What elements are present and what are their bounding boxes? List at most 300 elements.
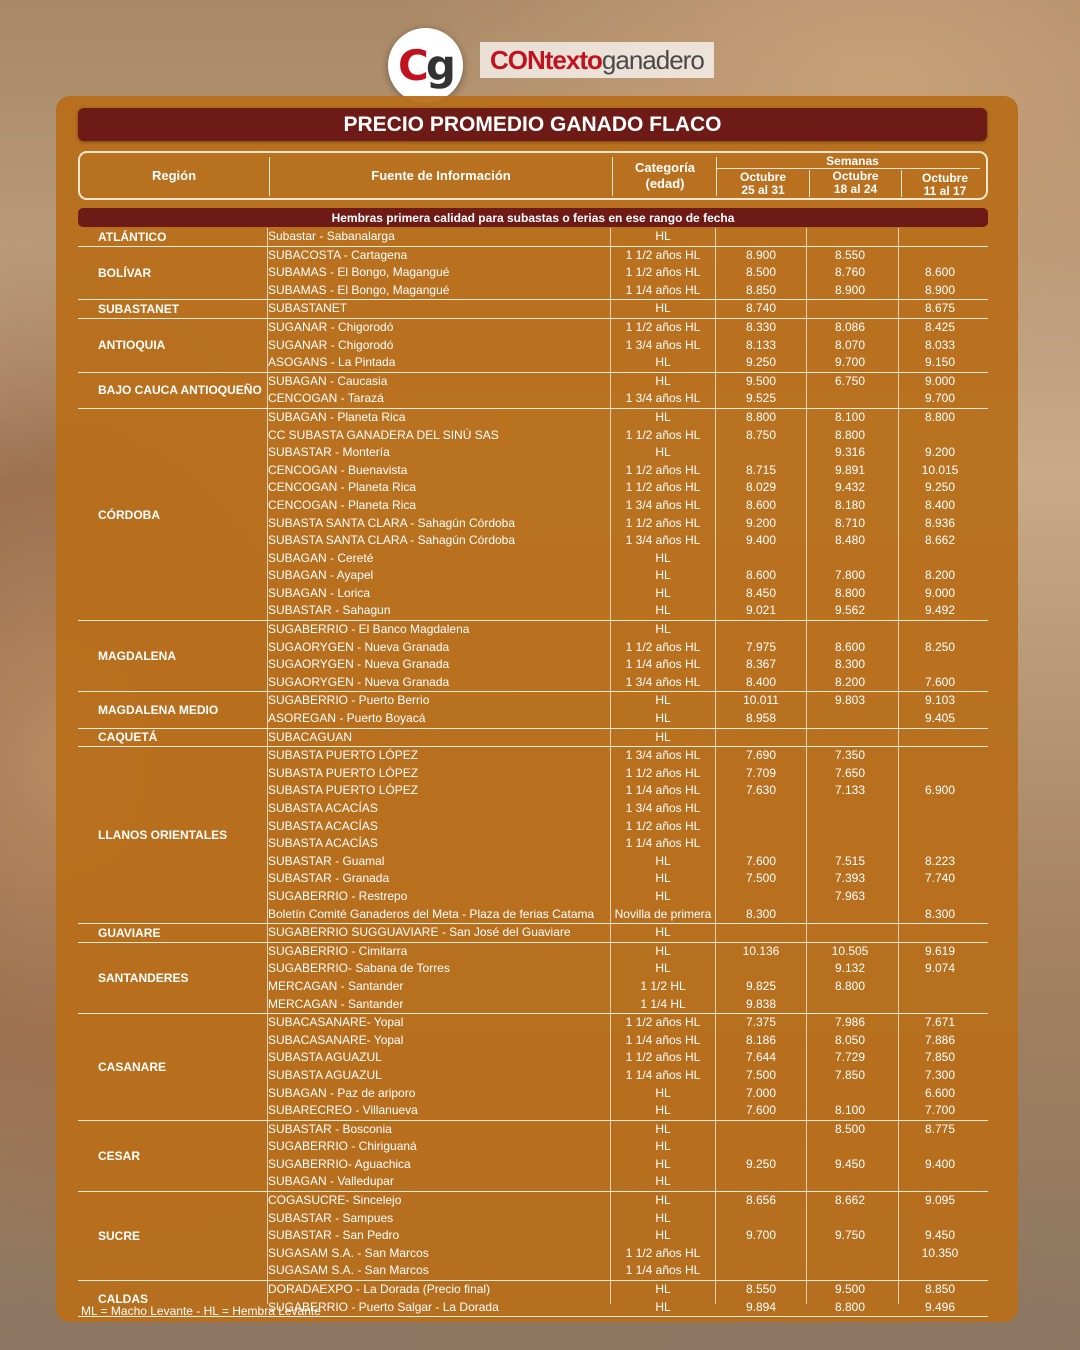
category-cell: HL — [655, 1174, 671, 1189]
table-row — [78, 602, 988, 620]
source-cell: SUBACAGUAN — [268, 729, 353, 744]
region-label: CALDAS — [98, 1291, 148, 1306]
source-cell: SUBASTA SANTA CLARA - Sahagún Córdoba — [268, 533, 516, 548]
week3-price — [900, 888, 980, 906]
source-cell: Subastar - Sabanalarga — [268, 229, 395, 243]
source-cell: SUGAORYGEN - Nueva Granada — [268, 657, 450, 672]
category-cell: HL — [655, 1210, 671, 1225]
week1-price — [715, 888, 807, 906]
region-label: CAQUETÁ — [98, 730, 158, 745]
week3-price: 9.074 — [924, 961, 956, 976]
region-group — [78, 943, 988, 1014]
week1-price: 10.011 — [743, 693, 779, 708]
source-cell: SUBASTA ACACÍAS — [268, 801, 378, 815]
source-cell: SUBAGAN - Valledupar — [268, 1174, 394, 1189]
source-cell: SUBAMAS - El Bongo, Magangué — [268, 282, 450, 297]
table-row — [78, 1156, 988, 1174]
week1-price — [715, 1210, 807, 1228]
week2-price: 8.100 — [834, 1103, 866, 1118]
table-row — [78, 800, 988, 818]
week3-price: 9.405 — [924, 711, 956, 726]
week1-price: 7.600 — [745, 1103, 777, 1118]
week3-price — [900, 800, 980, 818]
category-cell: 1 1/2 años HL — [625, 480, 701, 495]
header-fuente: Fuente de Información — [371, 167, 511, 183]
week3-price: 10.350 — [921, 1245, 959, 1260]
region-label: BAJO CAUCA ANTIOQUEÑO — [98, 383, 262, 398]
source-cell: SUGABERRIO - Puerto Salgar - La Dorada — [268, 1299, 499, 1314]
week1-price: 9.250 — [745, 355, 777, 370]
week1-price: 8.750 — [745, 427, 777, 442]
week3-price: 8.600 — [924, 265, 956, 280]
source-cell: SUBAGAN - Planeta Rica — [268, 409, 406, 424]
week3-price: 6.900 — [924, 783, 956, 798]
week1-price: 8.133 — [745, 337, 777, 352]
category-cell: HL — [655, 943, 671, 958]
week3-price: 9.150 — [924, 355, 956, 370]
week1-price — [715, 621, 807, 639]
week2-price — [808, 621, 892, 639]
table-row — [78, 978, 988, 996]
week3-price — [900, 621, 980, 639]
source-cell: CENCOGAN - Tarazá — [268, 391, 384, 406]
week2-price: 8.800 — [834, 585, 866, 600]
region-label: SANTANDERES — [98, 970, 189, 985]
footnote: ML = Macho Levante - HL = Hembra Levante — [81, 1304, 321, 1318]
category-cell: 1 1/2 HL — [640, 978, 686, 993]
week2-price — [808, 835, 892, 853]
week3-price: 8.250 — [924, 639, 956, 654]
week2-price — [808, 800, 892, 818]
week1-price: 9.021 — [745, 603, 777, 618]
region-label: SUCRE — [98, 1229, 141, 1244]
category-cell: 1 3/4 años HL — [625, 801, 701, 815]
table-row — [78, 1049, 988, 1067]
header-week-1: Octubre 25 al 31 — [739, 170, 786, 197]
table-row — [78, 1245, 988, 1263]
week3-price: 9.250 — [924, 480, 956, 495]
week3-price: 8.223 — [924, 853, 956, 868]
week1-price: 7.375 — [745, 1015, 777, 1030]
week2-price — [808, 1262, 892, 1280]
week3-price: 7.700 — [924, 1103, 956, 1118]
region-group — [78, 621, 988, 692]
region-group — [78, 924, 988, 943]
week3-price — [900, 996, 980, 1014]
week1-price: 9.700 — [745, 1228, 777, 1243]
category-cell: Novilla de primera — [614, 906, 712, 921]
week2-price — [808, 1245, 892, 1263]
week3-price — [900, 1210, 980, 1228]
week3-price — [900, 747, 980, 765]
week3-price: 8.936 — [924, 515, 956, 530]
week2-price — [808, 996, 892, 1014]
category-cell: HL — [655, 1085, 671, 1100]
table-row — [78, 1102, 988, 1120]
week1-price: 8.400 — [745, 674, 777, 689]
table-row — [78, 818, 988, 836]
region-label: MAGDALENA MEDIO — [98, 703, 219, 718]
week2-price: 8.200 — [834, 674, 866, 689]
table-row — [78, 621, 988, 639]
week3-price: 8.400 — [924, 497, 956, 512]
source-cell: SUBASTAR - Guamal — [268, 853, 385, 868]
category-cell: HL — [655, 603, 671, 618]
week1-price: 7.500 — [745, 871, 777, 886]
week2-price — [808, 550, 892, 568]
week2-price: 7.850 — [834, 1067, 866, 1082]
table-row — [78, 674, 988, 692]
week2-price: 7.800 — [834, 568, 866, 583]
week1-price: 8.450 — [745, 585, 777, 600]
source-cell: SUGABERRIO - Restrepo — [268, 888, 408, 903]
category-cell: HL — [655, 301, 671, 316]
week2-price: 8.180 — [834, 497, 866, 512]
week2-price: 8.600 — [834, 639, 866, 654]
region-group — [78, 1192, 988, 1281]
category-cell: 1 1/2 años HL — [625, 639, 701, 654]
source-cell: SUBACOSTA - Cartagena — [268, 247, 408, 262]
region-group — [78, 373, 988, 409]
table-row — [78, 264, 988, 282]
table-row — [78, 888, 988, 906]
week1-price: 10.136 — [742, 943, 780, 958]
table-row — [78, 462, 988, 480]
week1-price: 8.958 — [745, 711, 777, 726]
week1-price — [715, 1173, 807, 1191]
category-cell: 1 1/4 años HL — [625, 1263, 701, 1278]
category-cell: 1 1/4 años HL — [625, 1032, 701, 1047]
week3-price: 9.450 — [924, 1228, 956, 1243]
week2-price: 7.515 — [834, 853, 866, 868]
week1-price: 9.250 — [745, 1156, 777, 1171]
region-group — [78, 729, 988, 748]
table-row — [78, 639, 988, 657]
source-cell: SUGANAR - Chigorodó — [268, 337, 394, 352]
category-cell: 1 1/2 años HL — [625, 515, 701, 530]
category-cell: 1 1/4 años HL — [625, 657, 701, 672]
table-row — [78, 373, 988, 391]
week2-price — [808, 924, 892, 942]
week2-price: 9.450 — [834, 1156, 866, 1171]
category-cell: HL — [655, 568, 671, 583]
category-cell: HL — [655, 729, 671, 744]
week3-price: 9.492 — [924, 603, 956, 618]
category-cell: 1 1/2 años HL — [625, 265, 701, 280]
week3-price: 8.200 — [924, 568, 956, 583]
week3-price: 10.015 — [921, 462, 959, 477]
week2-price — [808, 1138, 892, 1156]
week3-price — [900, 427, 980, 445]
category-cell: 1 1/4 años HL — [625, 783, 701, 798]
week1-price: 8.600 — [745, 568, 777, 583]
table-row — [78, 585, 988, 603]
source-cell: SUBASTA SANTA CLARA - Sahagún Córdoba — [268, 515, 516, 530]
region-group — [78, 1014, 988, 1121]
source-cell: SUBAGAN - Paz de ariporo — [268, 1085, 416, 1100]
week1-price: 8.186 — [745, 1032, 777, 1047]
table-row — [78, 782, 988, 800]
header-region: Región — [151, 167, 197, 183]
source-cell: MERCAGAN - Santander — [268, 978, 404, 993]
table-row — [78, 747, 988, 765]
table-row — [78, 1192, 988, 1210]
source-cell: SUGASAM S.A. - San Marcos — [268, 1245, 429, 1260]
week2-price: 7.350 — [834, 748, 866, 763]
table-row — [78, 1281, 988, 1299]
category-cell: 1 1/2 años HL — [625, 1015, 701, 1030]
category-cell: 1 1/2 años HL — [625, 818, 701, 833]
category-cell: HL — [655, 1139, 671, 1154]
week2-price: 8.760 — [834, 265, 866, 280]
region-label: CASANARE — [98, 1059, 167, 1074]
category-cell: 1 1/4 años HL — [625, 836, 701, 851]
source-cell: SUBAMAS - El Bongo, Magangué — [268, 265, 450, 280]
table-row — [78, 960, 988, 978]
table-row — [78, 1067, 988, 1085]
source-cell: MERCAGAN - Santander — [268, 996, 404, 1011]
region-label: CÓRDOBA — [98, 507, 160, 522]
table-row — [78, 497, 988, 515]
source-cell: CENCOGAN - Planeta Rica — [268, 480, 417, 495]
category-cell: HL — [655, 871, 671, 886]
week3-price: 9.000 — [924, 373, 956, 388]
category-cell: HL — [655, 693, 671, 708]
header-week-2: Octubre 18 al 24 — [832, 169, 879, 196]
table-row — [78, 532, 988, 550]
week2-price — [808, 818, 892, 836]
table-row — [78, 427, 988, 445]
category-cell: 1 3/4 años HL — [625, 497, 701, 512]
week2-price: 7.133 — [834, 783, 866, 798]
region-group — [78, 300, 988, 319]
source-cell: SUGABERRIO - Chiriguaná — [268, 1139, 417, 1154]
week3-price — [900, 765, 980, 783]
source-cell: SUBAGAN - Caucasia — [268, 373, 388, 388]
category-cell: HL — [655, 925, 671, 940]
source-cell: CENCOGAN - Buenavista — [268, 462, 408, 477]
week1-price — [715, 444, 807, 462]
source-cell: SUGABERRIO - Cimitarra — [268, 943, 408, 958]
week1-price: 7.600 — [745, 853, 777, 868]
category-cell: 1 1/2 años HL — [625, 1050, 701, 1065]
week1-price: 8.850 — [745, 282, 777, 297]
week3-price — [900, 247, 980, 265]
source-cell: SUGAORYGEN - Nueva Granada — [268, 674, 450, 689]
region-label: GUAVIARE — [98, 925, 161, 940]
week2-price: 9.562 — [834, 603, 866, 618]
week1-price: 7.644 — [745, 1050, 777, 1065]
week1-price: 7.975 — [745, 639, 777, 654]
week2-price — [808, 390, 892, 408]
week1-price: 7.630 — [745, 783, 777, 798]
category-cell: HL — [655, 1193, 671, 1208]
source-cell: SUGABERRIO- Aguachica — [268, 1156, 411, 1171]
region-group — [78, 692, 988, 728]
week3-price: 9.400 — [924, 1156, 956, 1171]
table-row — [78, 1014, 988, 1032]
week1-price — [715, 800, 807, 818]
category-cell: 1 1/2 años HL — [625, 427, 701, 442]
week1-price — [715, 228, 807, 246]
week3-price: 7.671 — [924, 1015, 956, 1030]
table-row — [78, 835, 988, 853]
source-cell: SUBAGAN - Cereté — [268, 550, 374, 565]
week2-price: 8.100 — [834, 409, 866, 424]
region-label: SUBASTANET — [98, 302, 180, 317]
category-cell: 1 1/2 años HL — [625, 319, 701, 334]
table-row — [78, 409, 988, 427]
week3-price: 9.000 — [924, 585, 956, 600]
week3-price: 6.600 — [924, 1085, 956, 1100]
week3-price: 9.700 — [924, 391, 956, 406]
week3-price — [900, 924, 980, 942]
week2-price: 8.300 — [834, 657, 866, 672]
table-row — [78, 710, 988, 728]
header-week-3: Octubre 11 al 17 — [921, 171, 968, 198]
week1-price — [715, 1262, 807, 1280]
source-cell: SUGAORYGEN - Nueva Granada — [268, 639, 450, 654]
source-cell: Boletín Comité Ganaderos del Meta - Plaza de ferias Catama — [268, 906, 595, 921]
week1-price: 8.550 — [745, 1282, 777, 1297]
week2-price: 9.500 — [834, 1282, 866, 1297]
week3-price: 9.496 — [924, 1299, 956, 1314]
table-row — [78, 319, 988, 337]
region-group — [78, 747, 988, 924]
category-cell: HL — [655, 373, 671, 388]
category-cell: HL — [655, 1299, 671, 1314]
week3-price — [900, 835, 980, 853]
week1-price: 7.500 — [745, 1067, 777, 1082]
week1-price: 9.500 — [745, 373, 777, 388]
week2-price: 8.070 — [834, 337, 866, 352]
category-cell: HL — [655, 445, 671, 460]
week2-price: 8.800 — [834, 978, 866, 993]
week3-price: 8.900 — [924, 282, 956, 297]
category-cell: 1 1/2 años HL — [625, 462, 701, 477]
header-categoria: Categoría (edad) — [635, 159, 695, 191]
table-row — [78, 692, 988, 710]
week3-price: 8.775 — [924, 1121, 956, 1136]
week1-price: 9.400 — [745, 533, 777, 548]
week3-price: 8.850 — [924, 1282, 956, 1297]
page-title: PRECIO PROMEDIO GANADO FLACO — [78, 108, 987, 141]
week2-price: 8.500 — [834, 1121, 866, 1136]
week2-price: 8.662 — [834, 1193, 866, 1208]
table-row — [78, 479, 988, 497]
region-label: BOLÍVAR — [98, 265, 152, 280]
week1-price — [715, 960, 807, 978]
week1-price: 8.500 — [745, 265, 777, 280]
week2-price: 8.050 — [834, 1032, 866, 1047]
table-row — [78, 765, 988, 783]
week1-price: 8.715 — [745, 462, 777, 477]
source-cell: SUBASTA PUERTO LÓPEZ — [268, 783, 419, 798]
table-row — [78, 870, 988, 888]
week3-price — [900, 978, 980, 996]
category-cell: HL — [655, 961, 671, 976]
week2-price: 7.650 — [834, 765, 866, 780]
week1-price: 8.367 — [745, 657, 777, 672]
source-cell: SUBASTA PUERTO LÓPEZ — [268, 748, 419, 763]
week3-price: 7.886 — [924, 1032, 956, 1047]
source-cell: SUBASTAR - Montería — [268, 445, 390, 460]
category-cell: 1 3/4 años HL — [625, 391, 701, 406]
category-cell: HL — [655, 1156, 671, 1171]
table-row — [78, 515, 988, 533]
week1-price: 8.800 — [745, 409, 777, 424]
source-cell: DORADAEXPO - La Dorada (Precio final) — [268, 1282, 491, 1297]
category-cell: HL — [655, 853, 671, 868]
region-label: CESAR — [98, 1148, 141, 1163]
source-cell: SUBASTA ACACÍAS — [268, 836, 378, 851]
week3-price: 8.300 — [924, 906, 956, 921]
week1-price: 7.709 — [745, 765, 777, 780]
source-cell: SUBASTAR - Sahagun — [268, 603, 391, 618]
week3-price: 9.103 — [924, 693, 956, 708]
source-cell: SUBASTAR - Granada — [268, 871, 390, 886]
table-row — [78, 729, 988, 747]
week3-price: 8.425 — [924, 319, 956, 334]
week1-price — [715, 550, 807, 568]
source-cell: SUBASTAR - Bosconia — [268, 1121, 392, 1136]
table-row — [78, 924, 988, 942]
category-cell: 1 3/4 años HL — [625, 337, 701, 352]
price-table — [78, 228, 988, 1317]
source-cell: SUBACASANARE- Yopal — [268, 1032, 404, 1047]
week3-price: 9.095 — [924, 1193, 956, 1208]
week3-price — [900, 1138, 980, 1156]
table-row — [78, 300, 988, 318]
table-row — [78, 906, 988, 924]
source-cell: ASOREGAN - Puerto Boyacá — [268, 711, 426, 726]
category-cell: HL — [655, 1282, 671, 1297]
category-cell: HL — [655, 1103, 671, 1118]
week2-price: 9.803 — [834, 693, 866, 708]
source-cell: COGASUCRE- Sincelejo — [268, 1193, 402, 1208]
table-row — [78, 337, 988, 355]
region-group — [78, 1121, 988, 1192]
week2-price: 8.800 — [834, 427, 866, 442]
week2-price — [808, 729, 892, 747]
week2-price — [808, 906, 892, 924]
table-row — [78, 444, 988, 462]
table-row — [78, 550, 988, 568]
table-row — [78, 1121, 988, 1139]
source-cell: SUBAGAN - Lorica — [268, 585, 371, 600]
table-row — [78, 996, 988, 1014]
table-row — [78, 1173, 988, 1191]
source-cell: SUBASTA ACACÍAS — [268, 818, 378, 833]
week1-price: 8.740 — [745, 301, 777, 316]
category-cell: HL — [655, 888, 671, 903]
source-cell: ASOGANS - La Pintada — [268, 355, 396, 370]
week2-price: 8.550 — [834, 247, 866, 262]
source-cell: SUGABERRIO- Sabana de Torres — [268, 961, 450, 976]
week3-price — [900, 228, 980, 246]
week2-price: 9.891 — [834, 462, 866, 477]
source-cell: SUBASTAR - Sampues — [268, 1210, 394, 1225]
region-group — [78, 247, 988, 301]
week2-price — [808, 1210, 892, 1228]
week3-price: 8.662 — [924, 533, 956, 548]
week2-price: 8.800 — [834, 1299, 866, 1314]
week1-price — [715, 835, 807, 853]
week3-price: 8.033 — [924, 337, 956, 352]
category-cell: HL — [655, 355, 671, 370]
region-group — [78, 319, 988, 373]
week3-price: 7.850 — [924, 1050, 956, 1065]
